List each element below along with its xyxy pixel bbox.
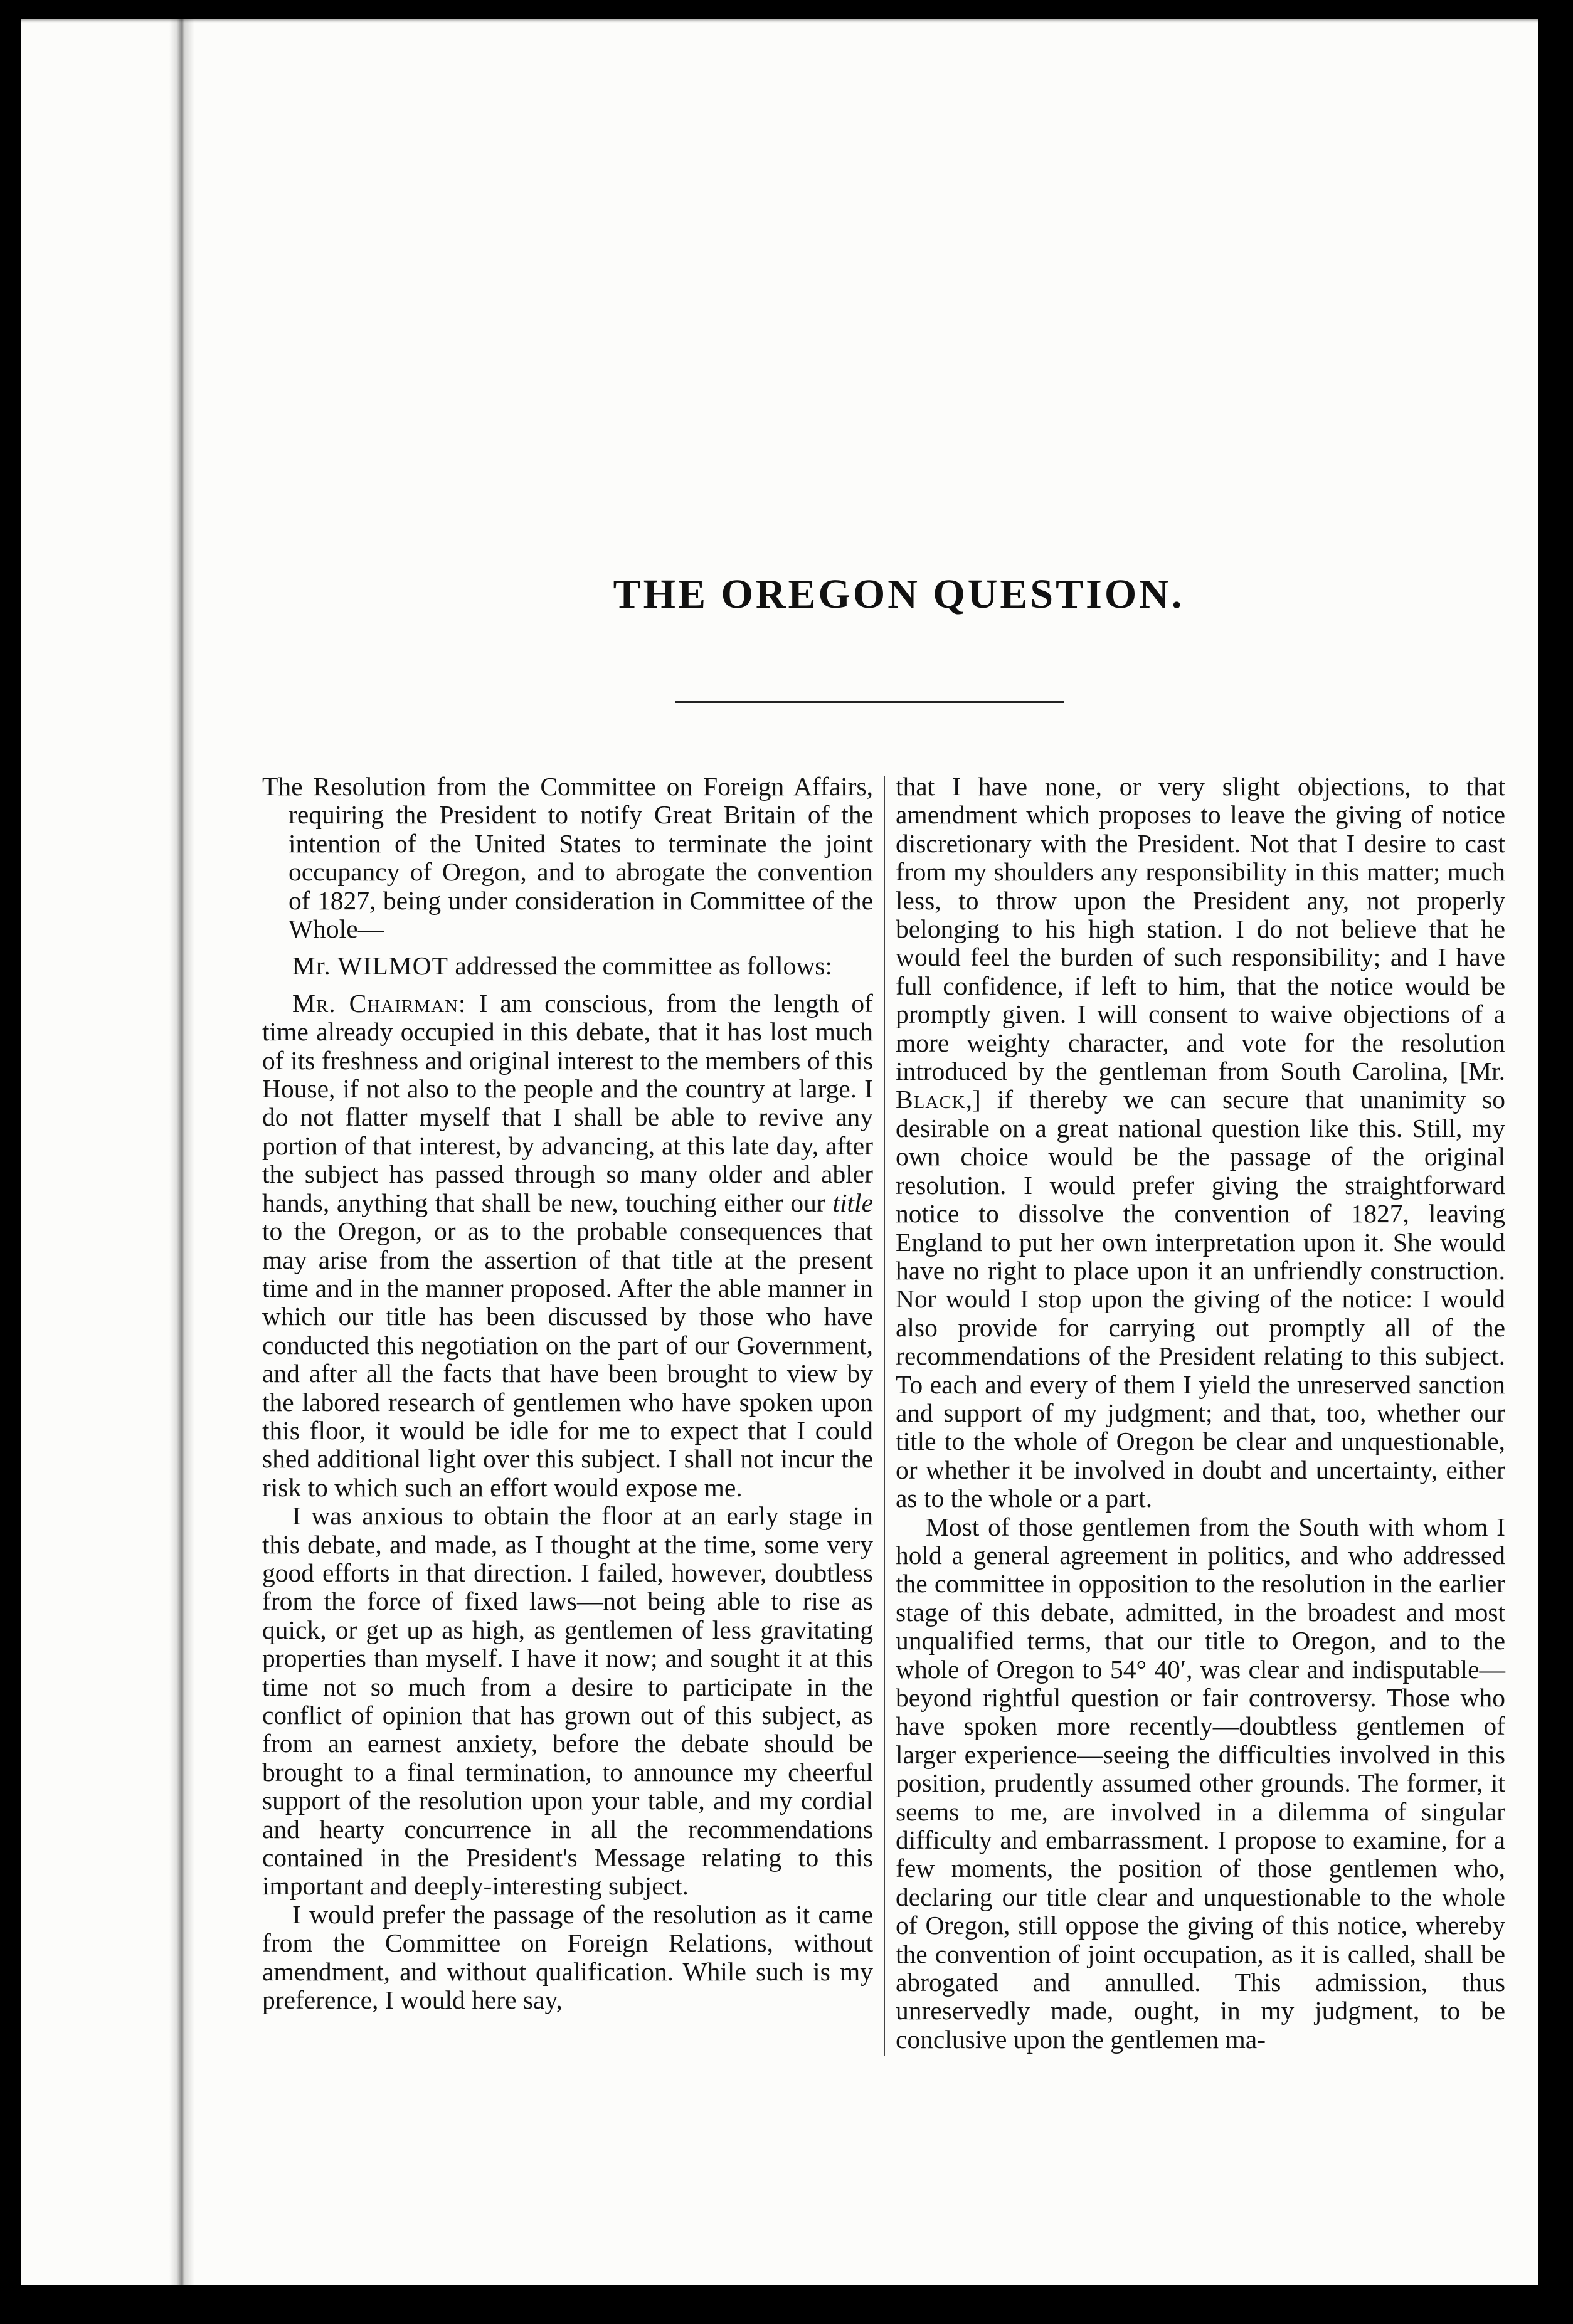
intro-paragraph: The Resolution from the Committee on Foreign Affairs, requiring the President to notify Great Britain of the intention of the United States to terminate the joint occupancy of Oregon, and to abrogate the convention of 1827, being under consideration in Committee of the Whole— — [262, 772, 873, 944]
paragraph-1-text-b: to the Oregon, or as to the probable consequences that may arise from the assertion of that title at the present time and in the manner proposed. After the able manner in which our title has been discussed by those who have conducted this negotiation on the part of our Government, and after all the facts that have been brought to view by the labored research of gentlemen who have spoken upon this floor, it would be idle for me to expect that I could shed additional light over this subject. I shall not incur the risk to which such an effort would expose me. — [262, 1217, 873, 1502]
binding-shadow — [169, 19, 194, 2285]
right-column — [896, 773, 1505, 2054]
paragraph-1-italic: title — [832, 1188, 873, 1217]
member-name: Black — [896, 1085, 966, 1114]
body-paragraph-4: Most of those gentlemen from the South with whom I hold a general agreement in politics, and who addressed the committee in opposition to the resolution in the earlier stage of this debate, admitted, in the broadest and most unqualified terms, that our title to Oregon, and to the whole of Oregon to 54° 40′, was clear and indisputable—beyond rightful question or fair controversy. Those who have spoken more recently—doubtless gentlemen of larger experience—seeing the difficulties involved in this position, prudently assumed other grounds. The former, it seems to me, are involved in a dilemma of singular difficulty and embarrassment. I propose to examine, for a few moments, the position of those gentlemen who, declaring our title clear and unquestionable to the whole of Oregon, still oppose the giving of this notice, whereby the convention of joint occupation, as it is called, shall be abrogated and annulled. This admission, thus unreservedly made, ought, in my judgment, to be conclusive upon the gentlemen ma- — [896, 1512, 1505, 2054]
page-top-edge — [21, 19, 1538, 23]
body-paragraph-1 — [262, 990, 873, 1502]
chairman-address: Mr. Chairman: — [292, 988, 467, 1018]
page-title: THE OREGON QUESTION. — [613, 571, 1185, 617]
paragraph-1-text-a: I am conscious, from the length of time already occupied in this debate, that it has lost much of its freshness and original interest to the members of this House, if not also to the people and the country at large. I do not flatter myself that I shall be able to revive any portion of that interest, by advancing, at this late day, after the subject has passed through so many older and abler hands, anything that shall be new, touching either our — [262, 988, 873, 1217]
continued-text-b: ,] if thereby we can secure that unanimity so desirable on a great national question like this. Still, my own choice would be the passage of the original resolution. I would prefer giving the straightforward notice to dissolve the convention of 1827, leaving England to put her own interpretation upon it. She would have no right to place upon it an unfriendly construction. Nor would I stop upon the giving of the notice: I would also provide for carrying out promptly all of the recommendations of the President relating to this subject. To each and every of them I yield the unreserved sanction and support of my judgment; and that, too, whether our title to the whole of Oregon be clear and unquestionable, or whether it be involved in doubt and uncertainty, either as to the whole or a part. — [896, 1085, 1505, 1513]
body-paragraph-2: I was anxious to obtain the floor at an early stage in this debate, and made, as I thought at the time, some very good efforts in that direction. I failed, however, doubtless from the force of fixed laws—not being able to rise as quick, or get up as high, as gentlemen of less gravitating properties than myself. I have it now; and sought it at this time not so much from a desire to participate in the conflict of opinion that has grown out of this subject, as from an earnest anxiety, before the debate should be brought to a final termination, to announce my cheerful support of the resolution upon your table, and my cordial and hearty concurrence in all the recommendations contained in the President's Message relating to this important and deeply-interesting subject. — [262, 1501, 873, 1901]
left-column — [262, 773, 873, 2014]
speaker-paragraph — [262, 952, 873, 980]
title-divider — [675, 701, 1064, 703]
continued-text-a: that I have none, or very slight objections, to that amendment which proposes to leave the giving of notice discretionary with the President. Not that I desire to cast from my shoulders any responsibility in this matter; much less, to throw upon the President any, not properly belonging to his high station. I do not believe that he would feel the burden of such responsibility; and I have full confidence, if left to him, that the notice would be promptly given. I will consent to waive objections of a more weighty character, and vote for the resolution introduced by the gentleman from South Carolina, [Mr. — [896, 772, 1505, 1086]
book-page — [21, 19, 1538, 2285]
speaker-name: Mr. WILMOT — [292, 951, 448, 981]
body-paragraph-3: I would prefer the passage of the resolution as it came from the Committee on Foreign Relations, without amendment, and without qualification. While such is my preference, I would here say, — [262, 1899, 873, 2015]
continued-paragraph — [896, 773, 1505, 1513]
column-divider — [884, 776, 885, 2056]
speaker-rest: addressed the committee as follows: — [448, 951, 832, 981]
